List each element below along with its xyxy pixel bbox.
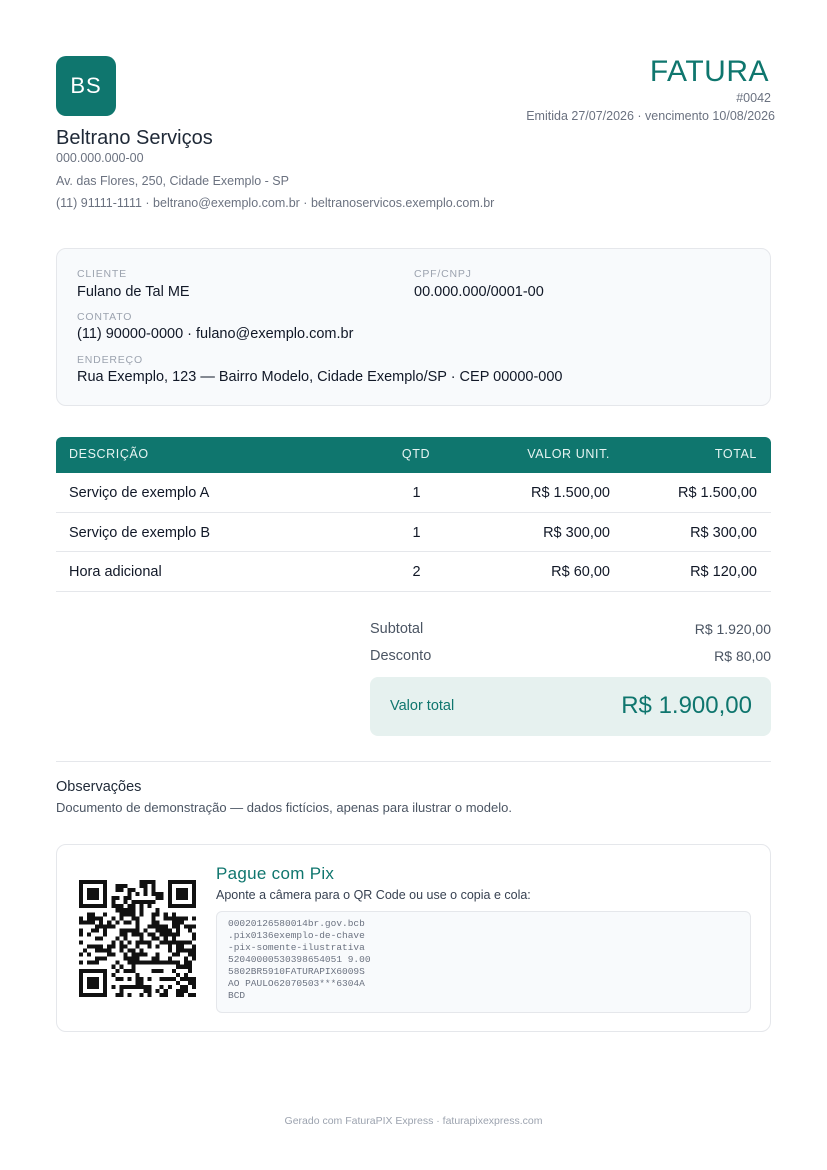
row-total: R$ 1.500,00 (677, 485, 757, 501)
row-description: Hora adicional (69, 564, 162, 580)
pix-code-line: 5802BR5910FATURAPIX6009S (228, 966, 365, 977)
table-row (56, 473, 771, 513)
total-box (370, 677, 771, 736)
total-value: R$ 1.900,00 (621, 692, 752, 719)
company-initials: BS (70, 73, 102, 98)
client-address: Rua Exemplo, 123 — Bairro Modelo, Cidade Exemplo/SP · CEP 00000-000 (77, 369, 563, 385)
client-name: Fulano de Tal ME (77, 284, 190, 300)
client-name-label: CLIENTE (77, 268, 127, 280)
pix-code-line: AO PAULO62070503***6304A (228, 978, 365, 989)
table-row (56, 513, 771, 553)
pix-title: Pague com Pix (216, 864, 335, 883)
row-total: R$ 300,00 (690, 524, 757, 541)
row-quantity: 2 (412, 564, 421, 580)
pix-code-line: BCD (228, 990, 246, 1001)
company-document: 000.000.000-00 (56, 151, 144, 165)
footer-text: Gerado com FaturaPIX Express · faturapixexpress.com (284, 1115, 543, 1127)
pix-copy-paste-code[interactable] (216, 911, 751, 1013)
pix-card (56, 844, 771, 1032)
header-description: DESCRIÇÃO (69, 447, 149, 461)
row-unit-price: R$ 60,00 (551, 564, 610, 580)
pix-subtitle: Aponte a câmera para o QR Code ou use o copia e cola: (216, 888, 531, 902)
row-unit-price: R$ 300,00 (543, 524, 610, 541)
pix-code-line: .pix0136exemplo-de-chave (228, 930, 365, 941)
client-contact: (11) 90000-0000 · fulano@exemplo.com.br (77, 326, 354, 342)
pix-qr-code (79, 880, 196, 997)
subtotal-label: Subtotal (370, 621, 424, 637)
company-logo (56, 56, 116, 116)
total-label: Valor total (390, 698, 455, 714)
row-quantity: 1 (412, 485, 421, 501)
client-doc-label: CPF/CNPJ (414, 268, 472, 280)
invoice-dates: Emitida 27/07/2026 · vencimento 10/08/2026 (526, 109, 775, 123)
company-name: Beltrano Serviços (56, 127, 213, 149)
header-total: TOTAL (714, 447, 757, 461)
client-contact-label: CONTATO (77, 311, 133, 323)
row-description: Serviço de exemplo A (69, 485, 210, 501)
pix-code-line: 00020126580014br.gov.bcb (228, 918, 365, 929)
client-card (56, 248, 771, 406)
notes-text: Documento de demonstração — dados fictícios, apenas para ilustrar o modelo. (56, 800, 512, 815)
client-doc: 00.000.000/0001-00 (414, 284, 544, 300)
discount-label: Desconto (370, 648, 432, 664)
notes-title: Observações (56, 779, 142, 795)
pix-code-line: 52040000530398654051 9.00 (228, 954, 371, 965)
items-table (56, 437, 771, 592)
row-quantity: 1 (412, 524, 421, 541)
row-total: R$ 120,00 (690, 564, 757, 580)
client-address-label: ENDEREÇO (77, 354, 143, 366)
table-header (56, 437, 771, 473)
header-quantity: QTD (401, 447, 431, 461)
company-address: Av. das Flores, 250, Cidade Exemplo - SP (56, 174, 289, 188)
table-row (56, 552, 771, 592)
invoice-title: FATURA (649, 55, 769, 88)
discount-value: R$ 80,00 (714, 648, 771, 664)
invoice-number: #0042 (736, 91, 771, 105)
company-contact: (11) 91111-1111 · beltrano@exemplo.com.br · beltranoservicos.exemplo.com.br (56, 196, 495, 210)
row-unit-price: R$ 1.500,00 (530, 485, 610, 501)
header-unit-price: VALOR UNIT. (527, 447, 610, 461)
divider (56, 761, 771, 762)
row-description: Serviço de exemplo B (69, 524, 211, 541)
pix-code-line: -pix-somente-ilustrativa (228, 942, 365, 953)
subtotal-value: R$ 1.920,00 (694, 621, 771, 637)
